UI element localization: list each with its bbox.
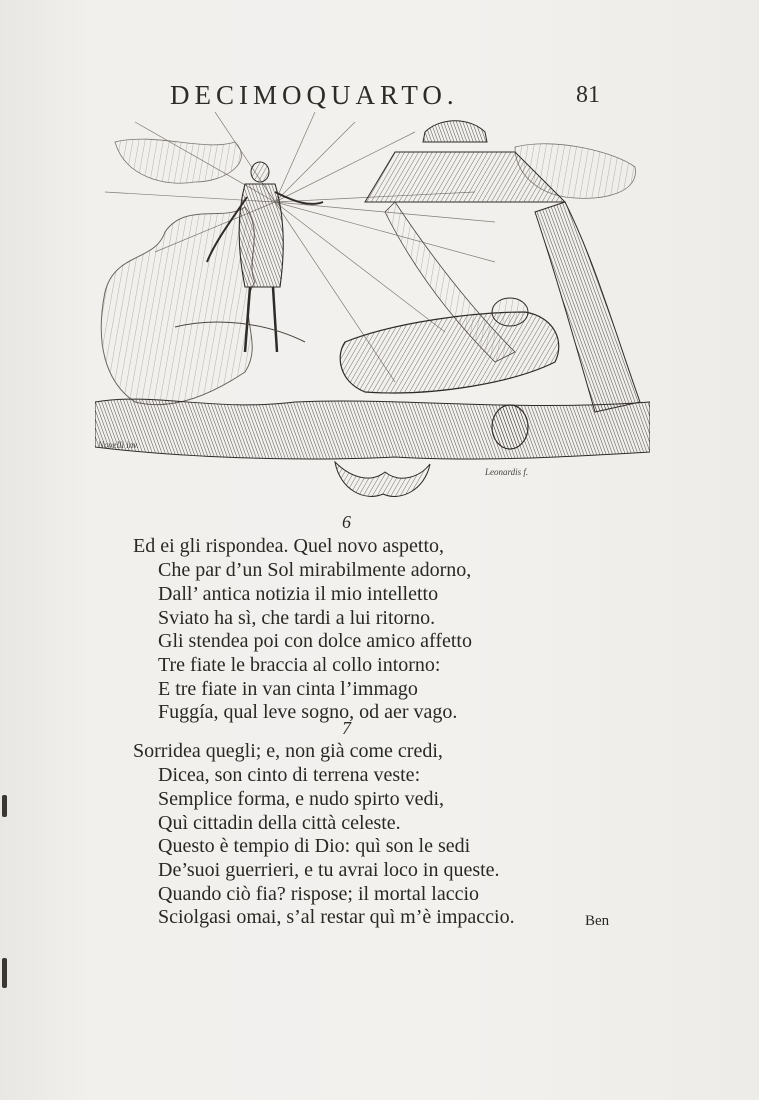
stanza-number: 6 — [342, 512, 351, 532]
verse-line: Quando ciò fia? rispose; il mortal laccio — [158, 883, 480, 905]
verse-line: Semplice forma, e nudo spirto vedi, — [158, 788, 445, 810]
artist-credit: Novelli inv. — [98, 440, 139, 450]
verse-line: Dicea, son cinto di terrena veste: — [158, 764, 421, 786]
engraving-illustration — [95, 112, 650, 507]
catchword: Ben — [585, 913, 610, 929]
page-number: 81 — [576, 82, 600, 108]
page-edge-mark — [2, 958, 7, 988]
verse-line: De’suoi guerrieri, e tu avrai loco in queste. — [158, 859, 500, 881]
page-edge-mark — [2, 795, 7, 817]
verse-line: Questo è tempio di Dio: quì son le sedi — [158, 835, 471, 857]
engraver-credit: Leonardis f. — [485, 467, 529, 477]
verse-line: Ed ei gli rispondea. Quel novo aspetto, — [133, 535, 445, 557]
verse-line: Dall’ antica notizia il mio intelletto — [158, 583, 439, 605]
verse-line: Tre fiate le braccia al collo intorno: — [158, 654, 441, 676]
verse-line: Quì cittadin della città celeste. — [158, 812, 401, 834]
verse-line: Sviato ha sì, che tardi a lui ritorno. — [158, 607, 436, 629]
verse-line: Che par d’un Sol mirabilmente adorno, — [158, 559, 472, 581]
verse-line: Fuggía, qual leve sogno, od aer vago. — [158, 701, 458, 723]
verse-line: Gli stendea poi con dolce amico affetto — [158, 630, 472, 652]
verse-line: E tre fiate in van cinta l’immago — [158, 678, 418, 700]
verse-line: Sciolgasi omai, s’al restar quì m’è impaccio. — [158, 906, 515, 928]
verse-line: Sorridea quegli; e, non già come credi, — [133, 740, 443, 762]
stanza-number: 7 — [342, 718, 351, 738]
running-head: DECIMOQUARTO. — [170, 80, 459, 110]
